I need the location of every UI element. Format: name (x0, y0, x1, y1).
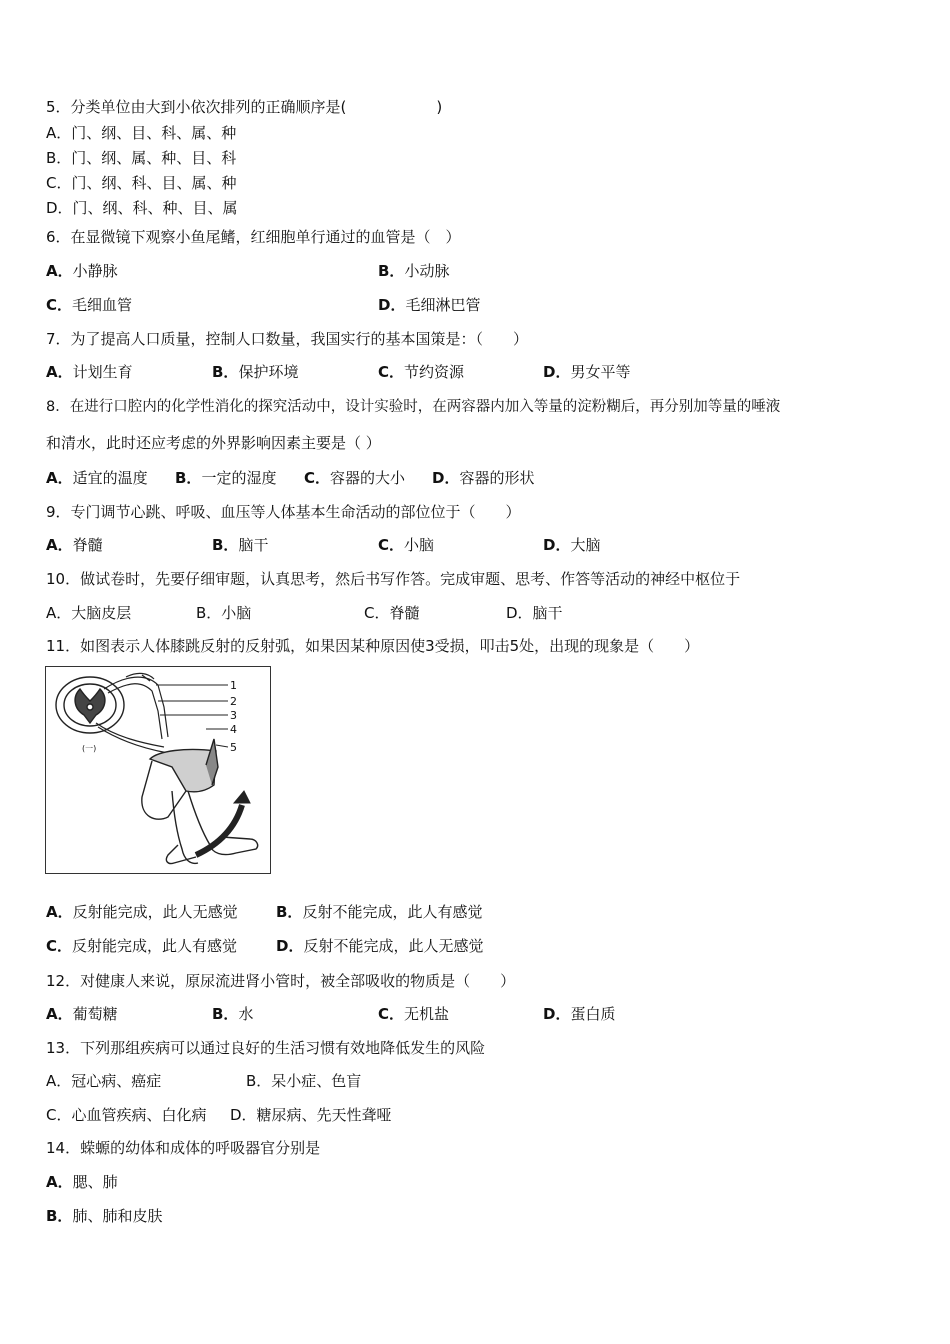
leader-lines (156, 685, 228, 747)
q9-stem: 9．专门调节心跳、呼吸、血压等人体基本生命活动的部位位于（ ） (46, 503, 521, 521)
q9-option-a: A．脊髓 (46, 536, 103, 554)
q5-option-b: B．门、纲、属、种、目、科 (46, 149, 237, 167)
q10-option-b: B．小脑 (196, 604, 252, 622)
q11-option-c: C．反射能完成，此人有感觉 (46, 937, 238, 955)
q12-option-b: B．水 (212, 1005, 254, 1023)
q11-option-d: D．反射不能完成，此人无感觉 (276, 937, 484, 955)
q8-stem-line1: 8．在进行口腔内的化学性消化的探究活动中，设计实验时，在两容器内加入等量的淀粉糊后，再分别加等量的唾液 (46, 399, 781, 415)
q8-option-b: B．一定的湿度 (175, 469, 277, 487)
q13-option-c: C．心血管疾病、白化病 (46, 1106, 207, 1124)
reflex-arc-figure (45, 666, 271, 874)
q6-option-c: C．毛细血管 (46, 296, 133, 314)
q10-option-d: D．脑干 (506, 604, 563, 622)
q10-option-a: A．大脑皮层 (46, 604, 132, 622)
spinal-cord-section (56, 677, 124, 733)
q13-option-a: A．冠心病、癌症 (46, 1072, 162, 1090)
q10-stem: 10．做试卷时，先要仔细审题，认真思考，然后书写作答。完成审题、思考、作答等活动的神经中枢位于 (46, 570, 741, 588)
q14-option-b: B．肺、肺和皮肤 (46, 1207, 163, 1225)
q5-option-c: C．门、纲、科、目、属、种 (46, 174, 237, 192)
q9-option-d: D．大脑 (543, 536, 601, 554)
q9-option-c: C．小脑 (378, 536, 435, 554)
q12-stem: 12．对健康人来说，原尿流进肾小管时，被全部吸收的物质是（ ） (46, 972, 516, 990)
q13-stem: 13．下列那组疾病可以通过良好的生活习惯有效地降低发生的风险 (46, 1039, 486, 1057)
q8-option-d: D．容器的形状 (432, 469, 535, 487)
q6-stem: 6．在显微镜下观察小鱼尾鳍，红细胞单行通过的血管是（ ） (46, 228, 461, 246)
q11-option-a: A．反射能完成，此人无感觉 (46, 903, 238, 921)
q14-option-a: A．腮、肺 (46, 1173, 118, 1191)
q7-stem: 7．为了提高人口质量，控制人口数量，我国实行的基本国策是：（ ） (46, 330, 529, 348)
q6-option-d: D．毛细淋巴管 (378, 296, 481, 314)
q7-option-a: A．计划生育 (46, 363, 133, 381)
q11-option-b: B．反射不能完成，此人有感觉 (276, 903, 483, 921)
q8-option-c: C．容器的大小 (304, 469, 406, 487)
q14-stem: 14．蝾螈的幼体和成体的呼吸器官分别是 (46, 1139, 321, 1157)
label-5: 5 (230, 741, 237, 754)
q5-stem: 5．分类单位由大到小依次排列的正确顺序是( ) (46, 98, 443, 116)
label-1: 1 (230, 679, 237, 692)
q5-option-a: A．门、纲、目、科、属、种 (46, 124, 237, 142)
q8-option-a: A．适宜的温度 (46, 469, 148, 487)
swing-arrow-icon (196, 791, 250, 855)
q5-option-d: D．门、纲、科、种、目、属 (46, 199, 238, 217)
label-3: 3 (230, 709, 237, 722)
q12-option-a: A．葡萄糖 (46, 1005, 118, 1023)
figure-caption: (一) (82, 744, 97, 753)
q10-option-c: C．脊髓 (364, 604, 420, 622)
q11-stem: 11．如图表示人体膝跳反射的反射弧，如果因某种原因使3受损，叩击5处，出现的现象是（ ） (46, 637, 700, 655)
q8-stem-line2: 和清水，此时还应考虑的外界影响因素主要是（ ） (46, 434, 381, 452)
q7-option-d: D．男女平等 (543, 363, 631, 381)
q7-option-b: B．保护环境 (212, 363, 299, 381)
label-4: 4 (230, 723, 237, 736)
q13-option-b: B．呆小症、色盲 (246, 1072, 362, 1090)
q6-option-b: B．小动脉 (378, 262, 450, 280)
q12-option-d: D．蛋白质 (543, 1005, 616, 1023)
reflex-arc-diagram (46, 667, 270, 873)
q7-option-c: C．节约资源 (378, 363, 465, 381)
q13-option-d: D．糖尿病、先天性聋哑 (230, 1106, 392, 1124)
q12-option-c: C．无机盐 (378, 1005, 450, 1023)
q9-option-b: B．脑干 (212, 536, 269, 554)
label-2: 2 (230, 695, 237, 708)
q6-option-a: A．小静脉 (46, 262, 118, 280)
